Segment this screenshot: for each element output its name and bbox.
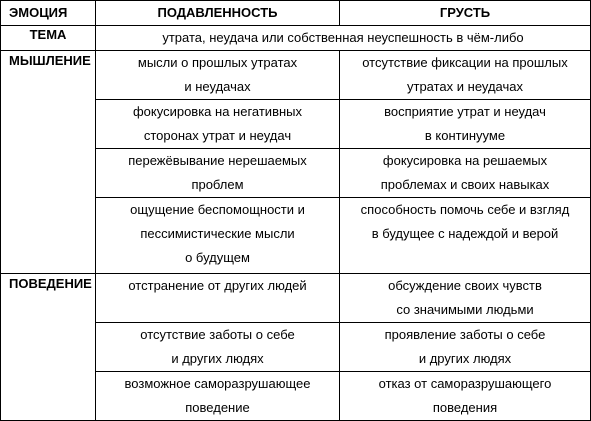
header-row [1,1,591,26]
thinking-depression-cell [96,51,340,100]
behavior-sadness-text: проявление заботы о себе и других людях [384,327,546,366]
thinking-label: МЫШЛЕНИЕ [1,51,96,274]
behavior-sadness-text: обсуждение своих чувств со значимыми людьми [388,278,542,317]
behavior-depression-text: отстранение от других людей [128,278,307,293]
thinking-depression-text: мысли о прошлых утратах и неудачах [137,55,298,94]
thinking-sadness-cell [340,149,591,198]
thinking-sadness-text: отсутствие фиксации на прошлых утратах и неудачах [362,55,568,94]
behavior-sadness-cell [340,274,591,323]
behavior-depression-cell [96,372,340,421]
thinking-sadness-text: восприятие утрат и неудач в континууме [384,104,546,143]
thinking-depression-cell [96,100,340,149]
behavior-depression-text: отсутствие заботы о себе и других людях [140,327,295,366]
topic-text: утрата, неудача или собственная неуспешность в чём-либо [96,26,591,51]
behavior-depression-cell [96,323,340,372]
topic-row [1,26,591,51]
thinking-sadness-cell [340,51,591,100]
thinking-sadness-cell [340,100,591,149]
thinking-depression-text: пережёвывание нерешаемых проблем [128,153,307,192]
behavior-label: ПОВЕДЕНИЕ [1,274,96,421]
behavior-sadness-text: отказ от саморазрушающего поведения [378,376,552,415]
thinking-sadness-cell [340,198,591,274]
behavior-sadness-cell [340,323,591,372]
thinking-sadness-text: способность помочь себе и взгляд в будущее с надеждой и верой [360,202,570,241]
thinking-row [1,51,591,100]
behavior-sadness-cell [340,372,591,421]
thinking-depression-text: фокусировка на негативных сторонах утрат и неудач [132,104,303,143]
thinking-depression-text: ощущение беспомощности и пессимистические мысли о будущем [130,202,305,265]
thinking-sadness-text: фокусировка на решаемых проблемах и своих навыках [380,153,550,192]
thinking-depression-cell [96,149,340,198]
behavior-row [1,274,591,323]
behavior-depression-text: возможное саморазрушающее поведение [124,376,311,415]
header-emotion: ЭМОЦИЯ [1,1,96,26]
header-depression: ПОДАВЛЕННОСТЬ [96,1,340,26]
behavior-depression-cell [96,274,340,323]
thinking-depression-cell [96,198,340,274]
topic-label: ТЕМА [1,26,96,51]
header-sadness: ГРУСТЬ [340,1,591,26]
